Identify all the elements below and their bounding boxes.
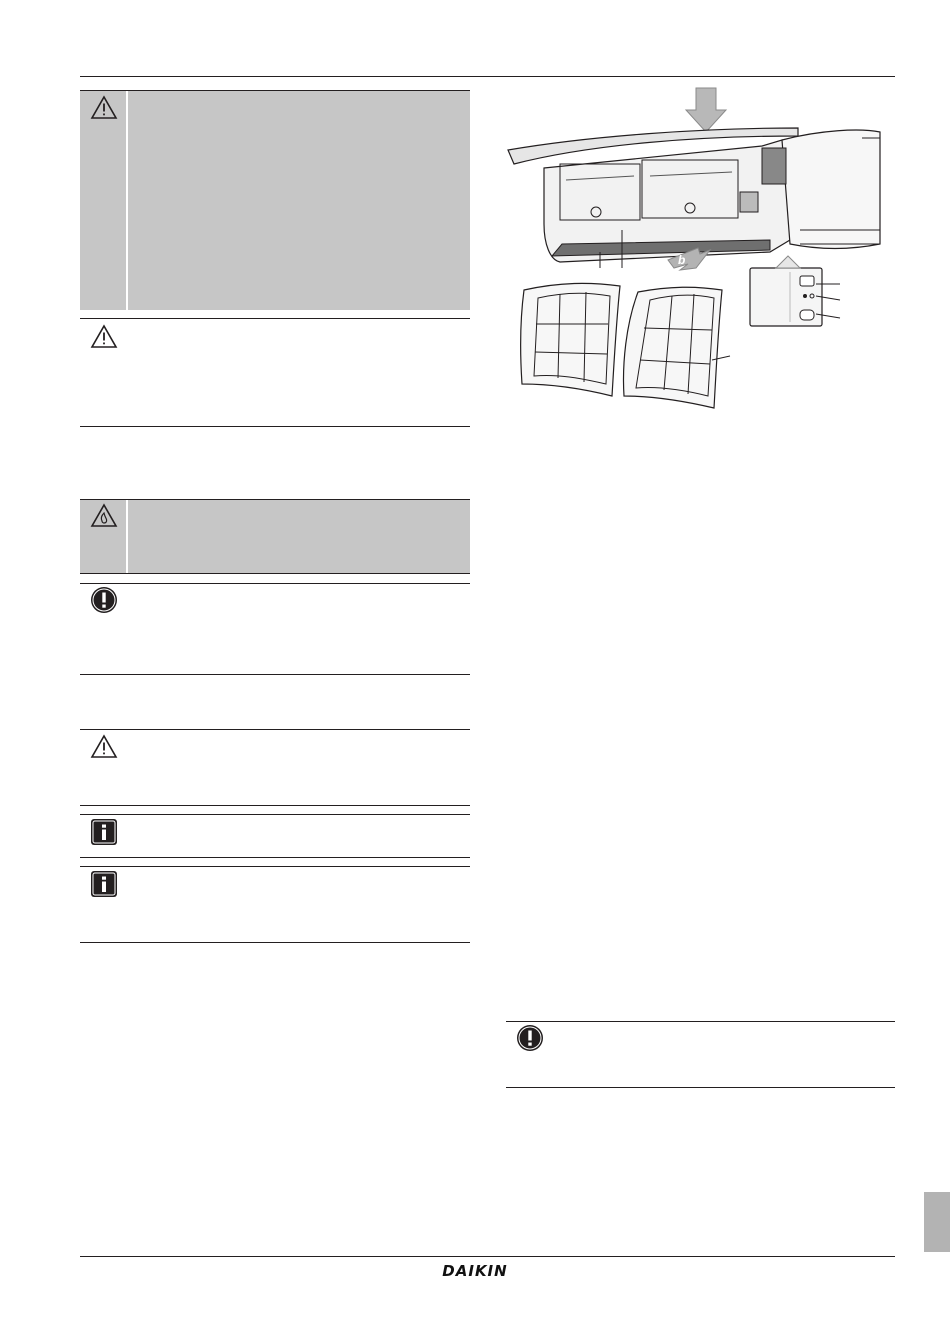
warning-triangle-icon [90,733,118,761]
notice-bottom-rule [506,1087,895,1088]
notice-top-rule [80,866,470,867]
warning-triangle-icon [90,94,118,122]
flammable-warning-icon [90,502,118,530]
arrow-label: b [678,253,686,267]
down-arrow-icon [686,88,726,132]
notice-icon-column [126,90,128,310]
notice-bottom-rule [80,426,470,427]
notice-top-rule [80,814,470,815]
information-icon [90,818,118,846]
exclamation-circle-icon [90,586,118,614]
notice-bottom-rule [80,942,470,943]
exclamation-circle-icon [516,1024,544,1052]
notice-top-rule [506,1021,895,1022]
language-tab [924,1192,950,1252]
warning-triangle-icon [90,323,118,351]
notice-bottom-rule [80,729,470,730]
notice-bottom-rule [80,674,470,675]
notice-flammable-shaded [80,499,470,573]
notice-top-rule [80,583,470,584]
notice-bottom-rule [80,805,470,806]
notice-bottom-rule [80,857,470,858]
notice-icon-column [126,499,128,573]
footer-rule [80,1256,895,1257]
notice-warning-shaded [80,90,470,310]
indoor-unit-filter-illustration [500,84,885,414]
notice-top-rule [80,499,470,500]
notice-top-rule [80,90,470,91]
information-icon [90,870,118,898]
notice-top-rule [80,318,470,319]
notice-bottom-rule [80,573,470,574]
header-rule [80,76,895,77]
brand-logo: DAIKIN [442,1262,508,1280]
